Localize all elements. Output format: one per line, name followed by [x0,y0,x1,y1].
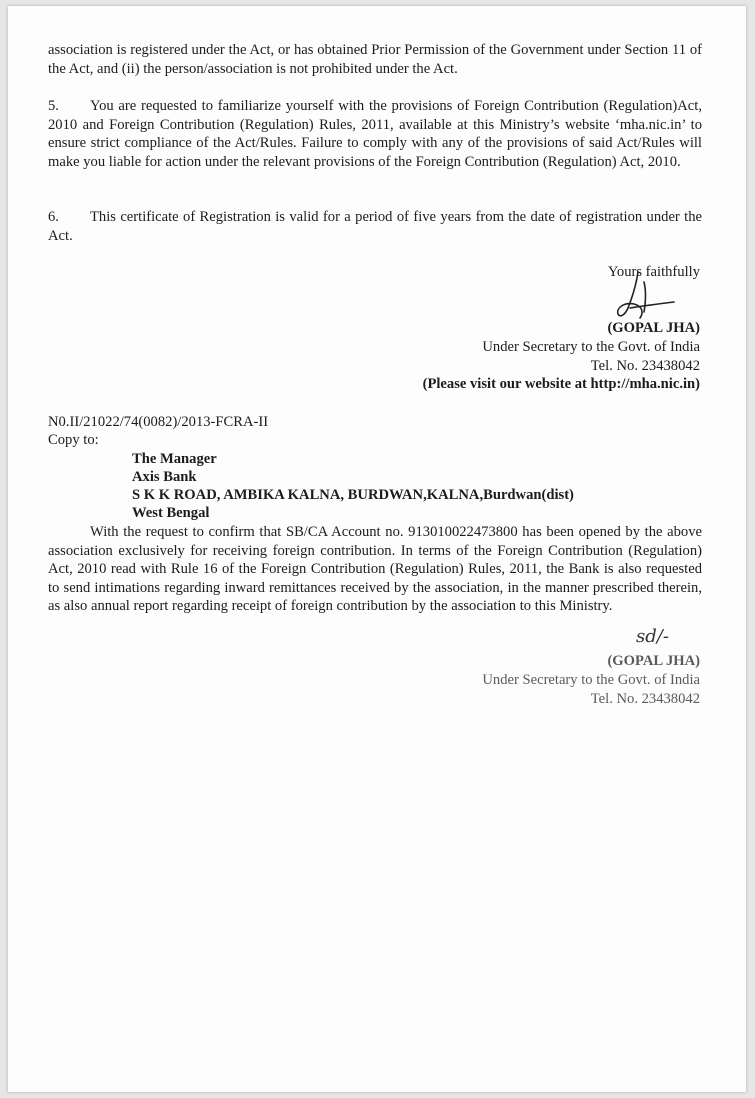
document-page [8,6,746,1092]
reference-number: N0.II/21022/74(0082)/2013-FCRA-II [48,414,269,430]
paragraph-5-text: You are requested to familiarize yourself with the provisions of Foreign Contribution (Regulation)Act, 2010 and Foreign Contribution (Regulation) Rules, 2011, available at this Ministry’s website ‘mha.nic.in’ to ensure strict compliance of the Act/Rules. Failure to comply with any of the provisions of said Act/Rules will make you liable for action under the relevant provisions of the Foreign Contribution (Regulation) Act, 2010. [48,98,702,170]
bank-request-paragraph: With the request to confirm that SB/CA Account no. 913010022473800 has been opened by the above association exclusively for receiving foreign contribution. In terms of the Foreign Contribution (Regulation) Act, 2010 read with Rule 16 of the Foreign Contribution (Regulation) Rules, 2011, the Bank is also requested to send intimations regarding inward remittances received by the association, in the manner prescribed therein, as also annual report regarding receipt of foreign contribution by the association to this Ministry. [48,524,702,614]
paragraph-6-text: This certificate of Registration is valid for a period of five years from the date of registration under the Act. [48,209,702,244]
address-line-4: West Bengal [132,505,210,521]
copy-signatory-name: (GOPAL JHA) [607,653,700,669]
signature-closing: Yours faithfully [607,264,700,280]
paragraph-6-number: 6. [48,209,59,225]
address-line-2: Axis Bank [132,469,197,485]
paragraph-6 [48,208,702,245]
paragraph-intro: association is registered under the Act, or has obtained Prior Permission of the Government under Section 11 of the Act, and (ii) the person/association is not prohibited under the Act. [48,42,702,77]
handwritten-signature-icon [608,268,678,326]
copy-signatory-designation: Under Secretary to the Govt. of India [482,672,700,688]
signatory-name: (GOPAL JHA) [607,320,700,336]
sd-mark: sd/- [636,626,669,647]
signatory-tel: Tel. No. 23438042 [590,358,700,374]
paragraph-5-number: 5. [48,98,59,114]
copy-to-label: Copy to: [48,432,99,448]
website-note: (Please visit our website at http://mha.nic.in) [422,376,700,392]
address-line-3: S K K ROAD, AMBIKA KALNA, BURDWAN,KALNA,Burdwan(dist) [132,487,574,503]
copy-signatory-tel: Tel. No. 23438042 [590,691,700,707]
signatory-designation: Under Secretary to the Govt. of India [482,339,700,355]
paragraph-5 [48,97,702,171]
address-line-1: The Manager [132,451,217,467]
